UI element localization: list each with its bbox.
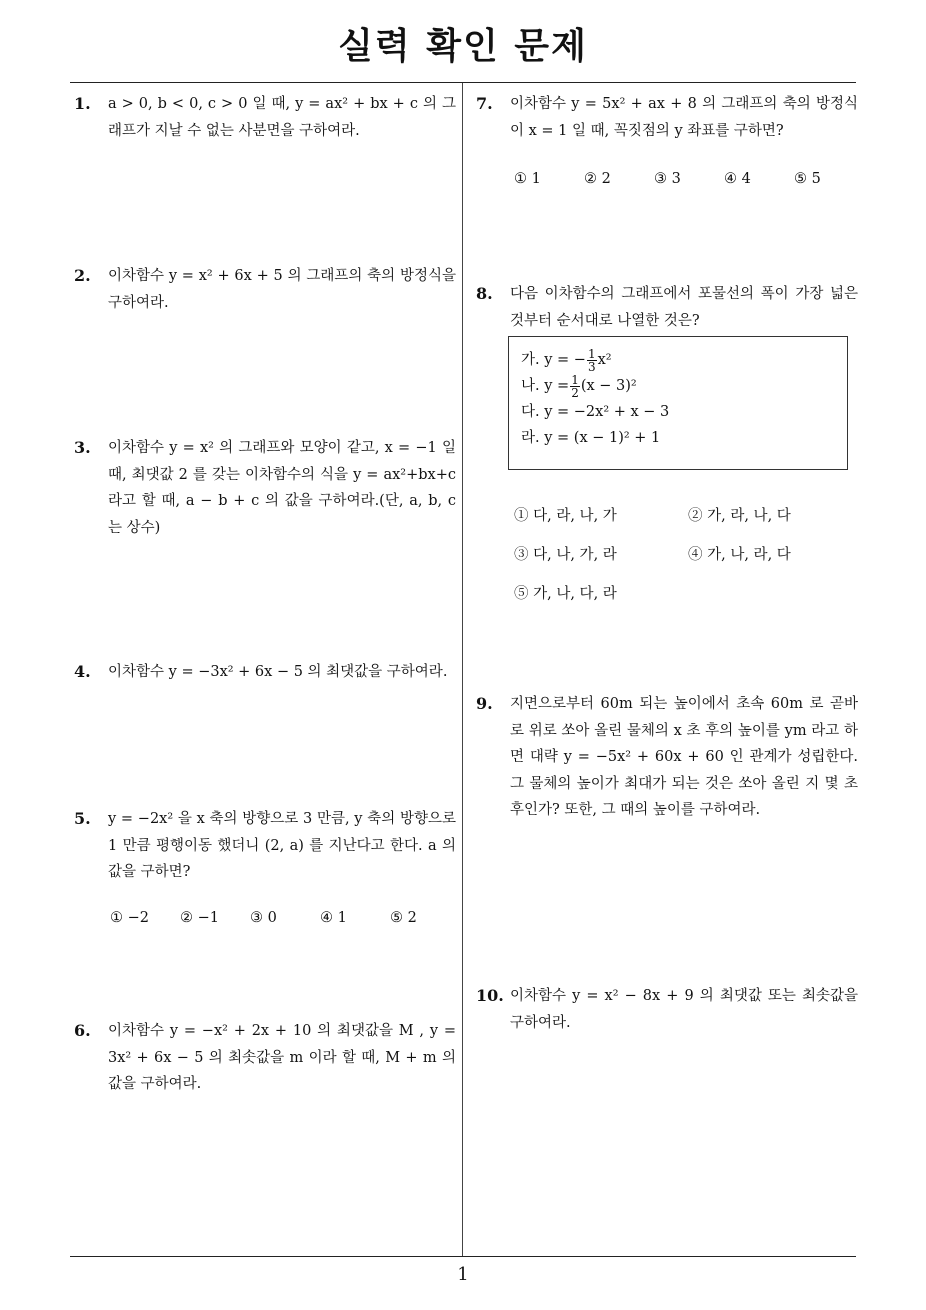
question-text: 이차함수 y = −3x² + 6x − 5 의 최댓값을 구하여라. bbox=[108, 664, 448, 680]
question-text: 지면으로부터 60m 되는 높이에서 초속 60m 로 곧바로 위로 쏘아 올린 물체의 x 초 후의 높이를 ym 라고 하면 대략 y = −5x² + 60x + 60 인 관계가 성립한다. 그 물체의 높이가 최대가 되는 것은 쏘아 올린 지 몇 초 후인가? 또한, 그 때의 높이를 구하여라. bbox=[510, 696, 858, 818]
question-number: 2. bbox=[74, 266, 91, 285]
option[interactable]: ③ 3 bbox=[654, 171, 681, 187]
question-text: 이차함수 y = x² − 8x + 9 의 최댓값 또는 최솟값을 구하여라. bbox=[510, 988, 858, 1031]
question-number: 3. bbox=[74, 438, 91, 457]
question-number: 9. bbox=[476, 694, 493, 713]
choice-da: 다. y = −2x² + x − 3 bbox=[521, 404, 670, 420]
question-9 bbox=[476, 691, 858, 824]
question-number: 7. bbox=[476, 94, 493, 113]
question-number: 8. bbox=[476, 284, 493, 303]
option[interactable]: ② −1 bbox=[180, 910, 219, 926]
choice-na: 나. y = $\frac{1}{2}$ (x − 3)² bbox=[521, 372, 637, 400]
question-1 bbox=[74, 91, 456, 144]
question-text: 이차함수 y = x² 의 그래프와 모양이 같고, x = −1 일 때, 최댓값 2 를 갖는 이차함수의 식을 y = ax²+bx+c 라고 할 때, a − b + c 의 값을 구하여라.(단, a, b, c 는 상수) bbox=[108, 440, 456, 536]
question-text: 이차함수 y = 5x² + ax + 8 의 그래프의 축의 방정식이 x = 1 일 때, 꼭짓점의 y 좌표를 구하면? bbox=[510, 96, 858, 139]
column-divider bbox=[462, 83, 463, 1256]
question-8-choices-box bbox=[508, 336, 848, 470]
option[interactable]: ④ 4 bbox=[724, 171, 751, 187]
option[interactable]: ⑤ 5 bbox=[794, 171, 821, 187]
option[interactable]: ⑤ 가, 나, 다, 라 bbox=[514, 586, 617, 602]
option[interactable]: ④ 1 bbox=[320, 910, 347, 926]
question-text: 이차함수 y = x² + 6x + 5 의 그래프의 축의 방정식을 구하여라. bbox=[108, 268, 456, 311]
question-text: 이차함수 y = −x² + 2x + 10 의 최댓값을 M , y = 3x² + 6x − 5 의 최솟값을 m 이라 할 때, M + m 의 값을 구하여라. bbox=[108, 1023, 456, 1092]
question-text: 다음 이차함수의 그래프에서 포물선의 폭이 가장 넓은 것부터 순서대로 나열한 것은? bbox=[510, 286, 858, 329]
question-text: a > 0, b < 0, c > 0 일 때, y = ax² + bx + c 의 그래프가 지날 수 없는 사분면을 구하여라. bbox=[108, 96, 456, 139]
option[interactable]: ③ 0 bbox=[250, 910, 277, 926]
fraction: $\frac{1}{2}$ bbox=[571, 372, 579, 400]
option[interactable]: ① −2 bbox=[110, 910, 149, 926]
option[interactable]: ⑤ 2 bbox=[390, 910, 417, 926]
question-4 bbox=[74, 659, 456, 686]
question-number: 1. bbox=[74, 94, 91, 113]
question-8 bbox=[476, 281, 858, 334]
choice-ga: 가. y = − $\frac{1}{3}$ x² bbox=[521, 346, 612, 374]
question-number: 6. bbox=[74, 1021, 91, 1040]
question-2 bbox=[74, 263, 456, 316]
top-rule bbox=[70, 82, 856, 83]
option[interactable]: ④ 가, 나, 라, 다 bbox=[688, 547, 791, 563]
question-number: 4. bbox=[74, 662, 91, 681]
bottom-rule bbox=[70, 1256, 856, 1257]
question-5 bbox=[74, 806, 456, 886]
page-number: 1 bbox=[457, 1264, 469, 1285]
option[interactable]: ③ 다, 나, 가, 라 bbox=[514, 547, 617, 563]
fraction: $\frac{1}{3}$ bbox=[587, 346, 596, 374]
question-5-options bbox=[110, 910, 450, 926]
page-title: 실력 확인 문제 bbox=[338, 26, 588, 67]
question-text: y = −2x² 을 x 축의 방향으로 3 만큼, y 축의 방향으로 1 만큼 평행이동 했더니 (2, a) 를 지난다고 한다. a 의 값을 구하면? bbox=[108, 811, 456, 880]
question-number: 10. bbox=[476, 986, 504, 1005]
question-3 bbox=[74, 435, 456, 541]
question-6 bbox=[74, 1018, 456, 1098]
question-number: 5. bbox=[74, 809, 91, 828]
choice-ra: 라. y = (x − 1)² + 1 bbox=[521, 430, 661, 446]
option[interactable]: ② 2 bbox=[584, 171, 611, 187]
question-10 bbox=[476, 983, 858, 1036]
question-7 bbox=[476, 91, 858, 144]
option[interactable]: ① 다, 라, 나, 가 bbox=[514, 508, 617, 524]
option[interactable]: ② 가, 라, 나, 다 bbox=[688, 508, 791, 524]
question-7-options bbox=[514, 171, 844, 187]
option[interactable]: ① 1 bbox=[514, 171, 541, 187]
